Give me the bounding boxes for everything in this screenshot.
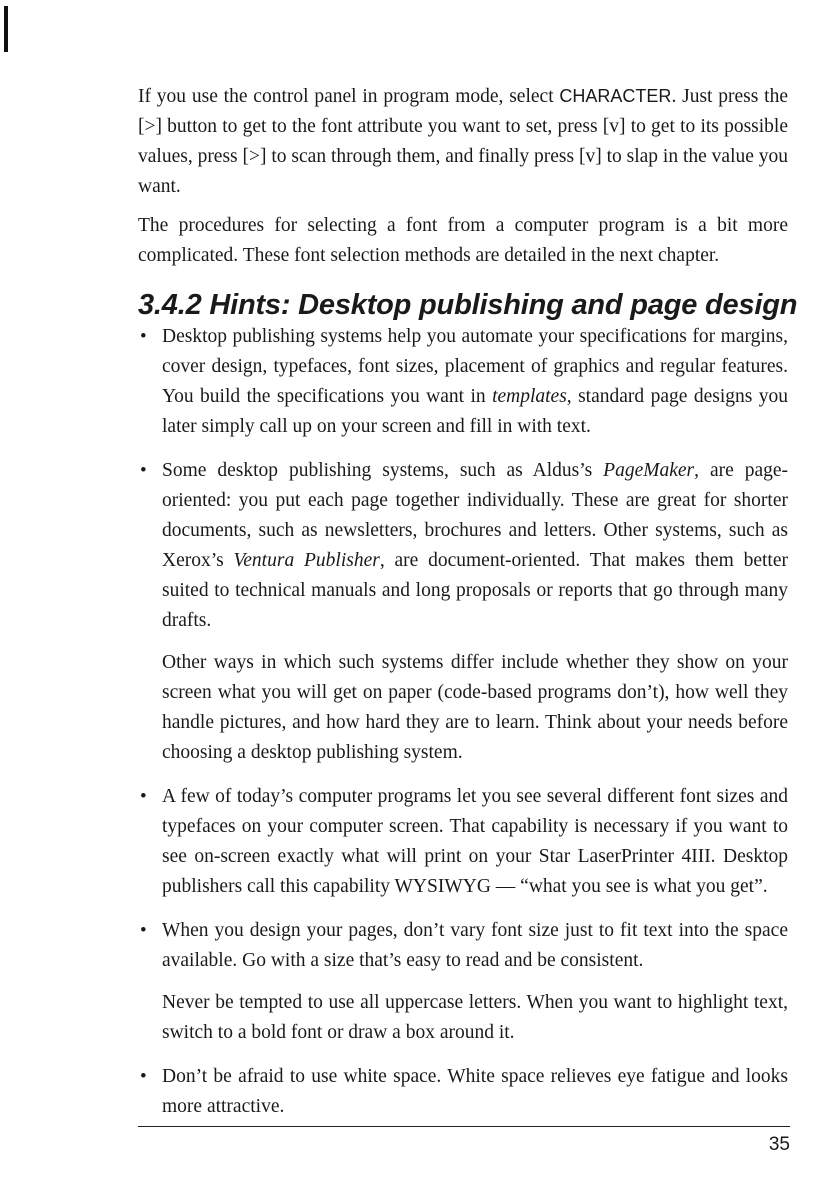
list-item [138, 456, 788, 768]
bullet-text: Some desktop publishing systems, such as Aldus’s PageMaker, are page-oriented: you put each page together individually. These are great for shorter documents, such as newsletters, brochures and letters. Other systems, such as Xerox’s Ventura Publisher, are document-oriented. That makes them better suited to technical manuals and long proposals or reports that go through many drafts. [162, 460, 789, 631]
character-menu-label: CHARACTER [559, 86, 672, 106]
bullet-subparagraph: Other ways in which such systems differ include whether they show on your screen what you will get on paper (code-based programs don’t), how well they handle pictures, and how hard they are to learn. Think about your needs before choosing a desktop publishing system. [162, 652, 788, 763]
page-edge-mark [4, 6, 8, 52]
list-item [138, 322, 788, 442]
bullet-text: A few of today’s computer programs let you see several different font sizes and typefaces on your computer screen. That capability is necessary if you want to see on-screen exactly what will print on your Star LaserPrinter 4III. Desktop publishers call this capability WYSIWYG — “what you see is what you get”. [162, 786, 788, 897]
bullet-text: Don’t be afraid to use white space. White space relieves eye fatigue and looks more attractive. [162, 1066, 788, 1117]
list-item [138, 916, 788, 1048]
hints-list [138, 322, 788, 1122]
bullet-icon: • [140, 1066, 147, 1087]
bullet-subparagraph: Never be tempted to use all uppercase letters. When you want to highlight text, switch to a bold font or draw a box around it. [162, 992, 788, 1043]
footer-rule [138, 1126, 790, 1127]
section-heading: 3.4.2 Hints: Desktop publishing and page design [138, 289, 798, 321]
intro-paragraph-1: If you use the control panel in program mode, select CHARACTER. Just press the [>] button to get to the font attribute you want to set, press [v] to get to its possible values, press [>] to scan through them, and finally press [v] to slap in the value you want. [138, 86, 789, 197]
bullet-icon: • [140, 786, 147, 807]
bullet-icon: • [140, 326, 147, 347]
bullet-icon: • [140, 920, 147, 941]
page-number: 35 [768, 1134, 790, 1155]
bullet-text: When you design your pages, don’t vary font size just to fit text into the space available. Go with a size that’s easy to read and be consistent. [162, 920, 788, 971]
intro-paragraph-2: The procedures for selecting a font from a computer program is a bit more complicated. These font selection methods are detailed in the next chapter. [138, 215, 788, 266]
bullet-icon: • [140, 460, 147, 481]
bullet-text: Desktop publishing systems help you automate your specifications for margins, cover design, typefaces, font sizes, placement of graphics and regular features. You build the specifications you want in templates, standard page designs you later simply call up on your screen and fill in with text. [162, 326, 788, 437]
list-item [138, 1062, 788, 1122]
list-item [138, 782, 788, 902]
